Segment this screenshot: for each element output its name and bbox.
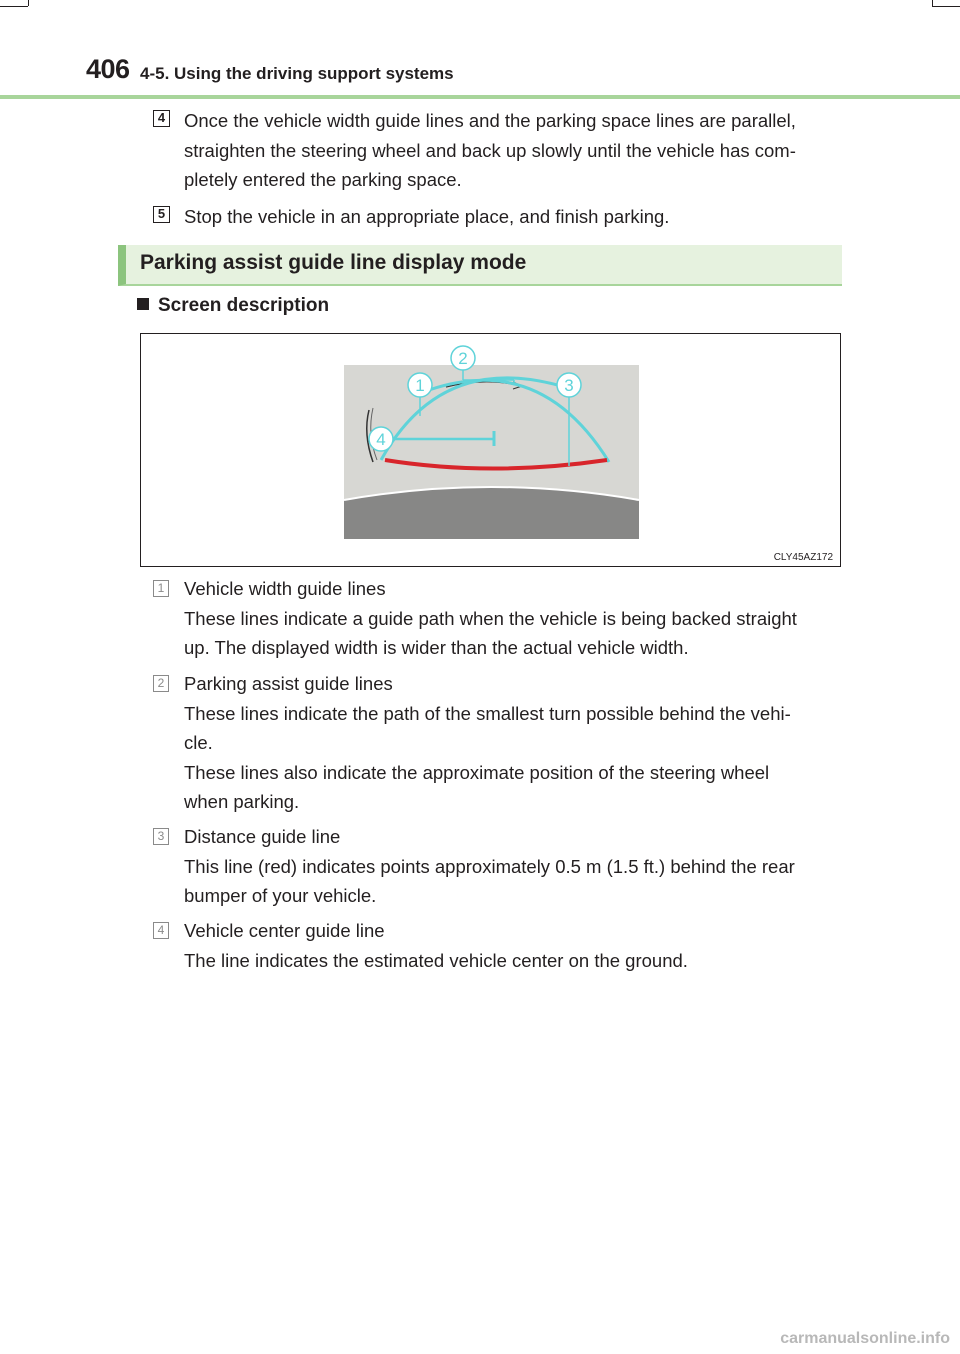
step-line: pletely entered the parking space.: [184, 169, 462, 190]
description-line: Distance guide line: [184, 826, 341, 847]
step-line: straighten the steering wheel and back up slowly until the vehicle has com-: [184, 139, 796, 161]
callout-2-label: 2: [458, 349, 468, 368]
step-line: Once the vehicle width guide lines and the parking space lines are parallel,: [184, 110, 796, 131]
subheading-text: Screen description: [158, 295, 330, 316]
description-line: These lines indicate a guide path when the vehicle is being backed straight: [184, 607, 797, 629]
description-text: [184, 822, 835, 911]
description-line: Parking assist guide lines: [184, 673, 393, 694]
description-text: [184, 669, 835, 817]
item-number-badge: 1: [153, 580, 169, 597]
crop-mark-top-left-h: [0, 6, 28, 7]
section-band-title: Parking assist guide line display mode: [140, 251, 527, 274]
description-text: [184, 916, 835, 975]
item-number-badge: 2: [153, 675, 169, 692]
callout-1-label: 1: [415, 376, 425, 395]
step-line: Stop the vehicle in an appropriate place, and finish parking.: [184, 206, 670, 227]
description-line: The line indicates the estimated vehicle center on the ground.: [184, 949, 688, 971]
bumper: [344, 487, 639, 539]
callout-4-label: 4: [376, 430, 386, 449]
item-number-badge: 4: [153, 922, 169, 939]
description-text: [184, 574, 835, 663]
subheading: [137, 295, 329, 317]
step-number-badge: 5: [153, 206, 170, 223]
watermark: carmanualsonline.info: [780, 1330, 950, 1347]
step-text: [184, 202, 835, 232]
rear-camera-figure: [140, 333, 841, 567]
description-line: when parking.: [184, 791, 300, 812]
description-line: cle.: [184, 732, 213, 753]
page-number: 406: [86, 54, 130, 84]
description-line: These lines indicate the path of the smallest turn possible behind the vehi-: [184, 702, 791, 724]
camera-screen-illustration: [141, 334, 842, 568]
section-title: 4-5. Using the driving support systems: [140, 64, 454, 83]
description-line: bumper of your vehicle.: [184, 885, 377, 906]
description-line: Vehicle width guide lines: [184, 578, 386, 599]
callout-3-label: 3: [564, 376, 574, 395]
crop-mark-top-right-h: [932, 6, 960, 7]
figure-code: CLY45AZ172: [773, 552, 833, 563]
section-band: [118, 245, 842, 286]
header-rule: [0, 95, 960, 99]
step-text: [184, 106, 835, 195]
item-number-badge: 3: [153, 828, 169, 845]
description-line: up. The displayed width is wider than the actual vehicle width.: [184, 637, 689, 658]
description-line: This line (red) indicates points approximately 0.5 m (1.5 ft.) behind the rear: [184, 855, 795, 877]
description-line: These lines also indicate the approximate position of the steering wheel: [184, 761, 770, 783]
description-line: Vehicle center guide line: [184, 920, 385, 941]
step-number-badge: 4: [153, 110, 170, 127]
square-bullet-icon: [137, 298, 149, 310]
crop-mark-top-left-v: [28, 0, 29, 6]
